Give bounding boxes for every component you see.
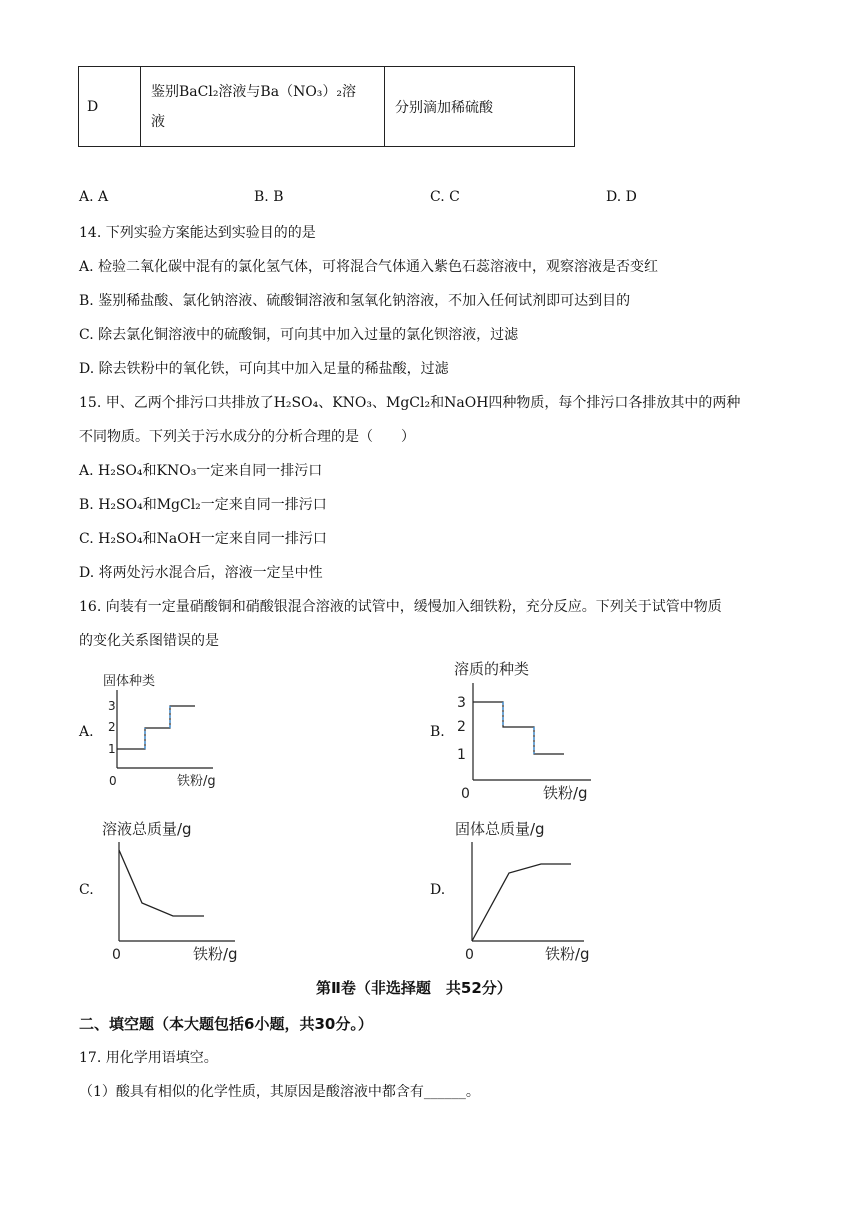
graph-a bbox=[95, 668, 235, 793]
table-row bbox=[79, 67, 575, 147]
graph-a-ytick-1: 1 bbox=[108, 742, 116, 756]
graph-b-series bbox=[473, 702, 564, 754]
graph-d-series bbox=[472, 864, 571, 941]
q15-option-c[interactable]: C. H₂SO₄和NaOH一定来自同一排污口 bbox=[79, 531, 327, 547]
experiment-line2: 液 bbox=[151, 113, 165, 130]
section2-title: 第Ⅱ卷（非选择题 共52分） bbox=[316, 979, 512, 997]
graph-a-ylabel: 固体种类 bbox=[103, 674, 156, 689]
graph-c-label[interactable]: C. bbox=[79, 882, 94, 898]
graph-c-xlabel: 铁粉/g bbox=[193, 945, 238, 963]
graph-c-ylabel: 溶液总质量/g bbox=[102, 820, 192, 838]
option-letter: D bbox=[79, 67, 141, 147]
q14-option-b[interactable]: B. 鉴别稀盐酸、氯化钠溶液、硫酸铜溶液和氢氧化钠溶液，不加入任何试剂即可达到目的 bbox=[79, 293, 631, 309]
graph-c bbox=[95, 814, 255, 966]
section2-heading: 二、填空题（本大题包括6小题，共30分。） bbox=[79, 1015, 373, 1033]
q13-choice-d[interactable]: D. D bbox=[606, 189, 637, 205]
experiment-cell bbox=[141, 67, 385, 147]
graph-c-origin: 0 bbox=[112, 947, 121, 963]
graph-b-ytick-3: 3 bbox=[457, 695, 466, 711]
method-cell: 分别滴加稀硫酸 bbox=[385, 67, 575, 147]
q13-choice-a[interactable]: A. A bbox=[79, 189, 109, 205]
graph-b-xlabel: 铁粉/g bbox=[543, 784, 588, 802]
graph-b-ytick-1: 1 bbox=[457, 747, 466, 763]
graph-b-label[interactable]: B. bbox=[430, 724, 445, 740]
q14-option-a[interactable]: A. 检验二氧化碳中混有的氯化氢气体，可将混合气体通入紫色石蕊溶液中，观察溶液是否变红 bbox=[79, 259, 659, 275]
experiment-line1: 鉴别BaCl₂溶液与Ba（NO₃）₂溶 bbox=[151, 83, 357, 100]
graph-a-label[interactable]: A. bbox=[79, 724, 94, 740]
graph-d-ylabel: 固体总质量/g bbox=[455, 820, 545, 838]
options-table bbox=[78, 66, 575, 147]
graph-b bbox=[446, 655, 606, 805]
graph-c-series bbox=[119, 850, 204, 916]
q17-stem: 17. 用化学用语填空。 bbox=[79, 1050, 218, 1066]
graph-d-origin: 0 bbox=[465, 947, 474, 963]
q16-stem-line2: 的变化关系图错误的是 bbox=[79, 633, 219, 649]
q14-option-c[interactable]: C. 除去氯化铜溶液中的硫酸铜，可向其中加入过量的氯化钡溶液，过滤 bbox=[79, 327, 519, 343]
q15-option-a[interactable]: A. H₂SO₄和KNO₃一定来自同一排污口 bbox=[79, 463, 323, 479]
q14-stem: 14. 下列实验方案能达到实验目的的是 bbox=[79, 225, 316, 241]
graph-a-ytick-3: 3 bbox=[108, 699, 116, 713]
graph-d-label[interactable]: D. bbox=[430, 882, 446, 898]
graph-a-ytick-2: 2 bbox=[108, 720, 116, 734]
q14-option-d[interactable]: D. 除去铁粉中的氧化铁，可向其中加入足量的稀盐酸，过滤 bbox=[79, 361, 449, 377]
graph-d bbox=[446, 814, 606, 966]
graph-d-xlabel: 铁粉/g bbox=[545, 945, 590, 963]
q15-stem-line2: 不同物质。下列关于污水成分的分析合理的是（ ） bbox=[79, 429, 415, 445]
q13-choice-b[interactable]: B. B bbox=[254, 189, 284, 205]
graph-b-origin: 0 bbox=[461, 786, 470, 802]
graph-a-origin: 0 bbox=[109, 774, 117, 788]
graph-b-ylabel: 溶质的种类 bbox=[454, 660, 530, 678]
q17-sub1: （1）酸具有相似的化学性质，其原因是酸溶液中都含有______。 bbox=[79, 1084, 480, 1100]
q15-option-d[interactable]: D. 将两处污水混合后，溶液一定呈中性 bbox=[79, 565, 323, 581]
q13-choice-c[interactable]: C. C bbox=[430, 189, 460, 205]
graph-a-series bbox=[117, 706, 195, 749]
q15-option-b[interactable]: B. H₂SO₄和MgCl₂一定来自同一排污口 bbox=[79, 497, 327, 513]
q16-stem-line1: 16. 向装有一定量硝酸铜和硝酸银混合溶液的试管中，缓慢加入细铁粉，充分反应。下列关于试管中物质 bbox=[79, 599, 722, 615]
graph-a-xlabel: 铁粉/g bbox=[177, 774, 216, 789]
graph-b-ytick-2: 2 bbox=[457, 719, 466, 735]
q15-stem-line1: 15. 甲、乙两个排污口共排放了H₂SO₄、KNO₃、MgCl₂和NaOH四种物质，每个排污口各排放其中的两种 bbox=[79, 395, 741, 411]
